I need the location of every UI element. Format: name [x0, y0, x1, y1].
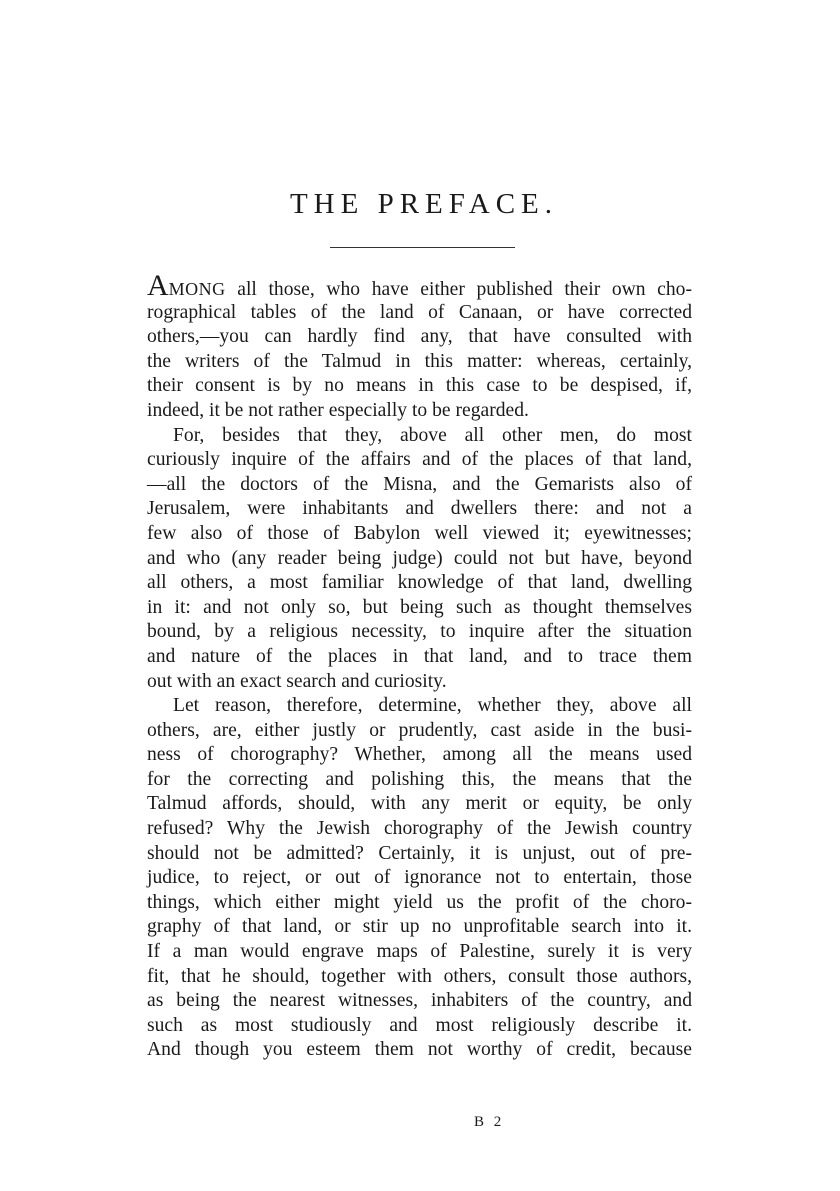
paragraph-line: refused? Why the Jewish chorography of the Jewish country [147, 818, 692, 840]
paragraph-line: And though you esteem them not worthy of credit, because [147, 1039, 692, 1061]
page-title: THE PREFACE. [289, 188, 559, 220]
paragraph-line: their consent is by no means in this case to be despised, if, [147, 375, 692, 397]
paragraph-line: the writers of the Talmud in this matter: whereas, certainly, [147, 350, 692, 372]
signature-mark: B 2 [474, 1114, 505, 1130]
small-caps-word: MONG [168, 279, 226, 299]
paragraph-line: curiously inquire of the affairs and of the places of that land, [147, 449, 692, 471]
paragraph-line: For, besides that they, above all other men, do most [173, 424, 692, 446]
paragraph-line: indeed, it be not rather especially to be regarded. [147, 399, 529, 421]
paragraph-line: as being the nearest witnesses, inhabiters of the country, and [147, 990, 692, 1012]
paragraph-1-line-1 [147, 269, 692, 302]
text-run: all those, who have either published their own cho- [225, 279, 692, 300]
paragraph-line: for the correcting and polishing this, the means that the [147, 768, 692, 790]
paragraph-line: in it: and not only so, but being such as thought themselves [147, 596, 692, 618]
paragraph-line: Jerusalem, were inhabitants and dwellers there: and not a [147, 498, 692, 520]
paragraph-line: judice, to reject, or out of ignorance not to entertain, those [147, 867, 692, 889]
paragraph-line: and nature of the places in that land, and to trace them [147, 645, 692, 667]
paragraph-line: few also of those of Babylon well viewed it; eyewitnesses; [147, 522, 692, 544]
paragraph-line: such as most studiously and most religiously describe it. [147, 1014, 692, 1036]
paragraph-line: If a man would engrave maps of Palestine, surely it is very [147, 941, 692, 963]
paragraph-line: —all the doctors of the Misna, and the Gemarists also of [147, 473, 692, 495]
paragraph-line: things, which either might yield us the profit of the choro- [147, 891, 692, 913]
paragraph-line: fit, that he should, together with others, consult those authors, [147, 965, 692, 987]
paragraph-line: out with an exact search and curiosity. [147, 670, 447, 692]
paragraph-line: graphy of that land, or stir up no unprofitable search into it. [147, 916, 692, 938]
paragraph-line: others, are, either justly or prudently, cast aside in the busi- [147, 719, 692, 741]
drop-cap: A [147, 269, 169, 302]
body-text [147, 269, 692, 1063]
paragraph-line: should not be admitted? Certainly, it is unjust, out of pre- [147, 842, 692, 864]
paragraph-line: Talmud affords, should, with any merit or equity, be only [147, 793, 692, 815]
paragraph-line: and who (any reader being judge) could not but have, beyond [147, 547, 692, 569]
paragraph-line: all others, a most familiar knowledge of that land, dwelling [147, 572, 692, 594]
paragraph-line: bound, by a religious necessity, to inquire after the situation [147, 621, 692, 643]
paragraph-line: Let reason, therefore, determine, whether they, above all [173, 695, 692, 717]
paragraph-line: ness of chorography? Whether, among all the means used [147, 744, 692, 766]
title-rule [330, 247, 515, 248]
paragraph-line: rographical tables of the land of Canaan, or have corrected [147, 301, 692, 323]
paragraph-line: others,—you can hardly find any, that have consulted with [147, 326, 692, 348]
